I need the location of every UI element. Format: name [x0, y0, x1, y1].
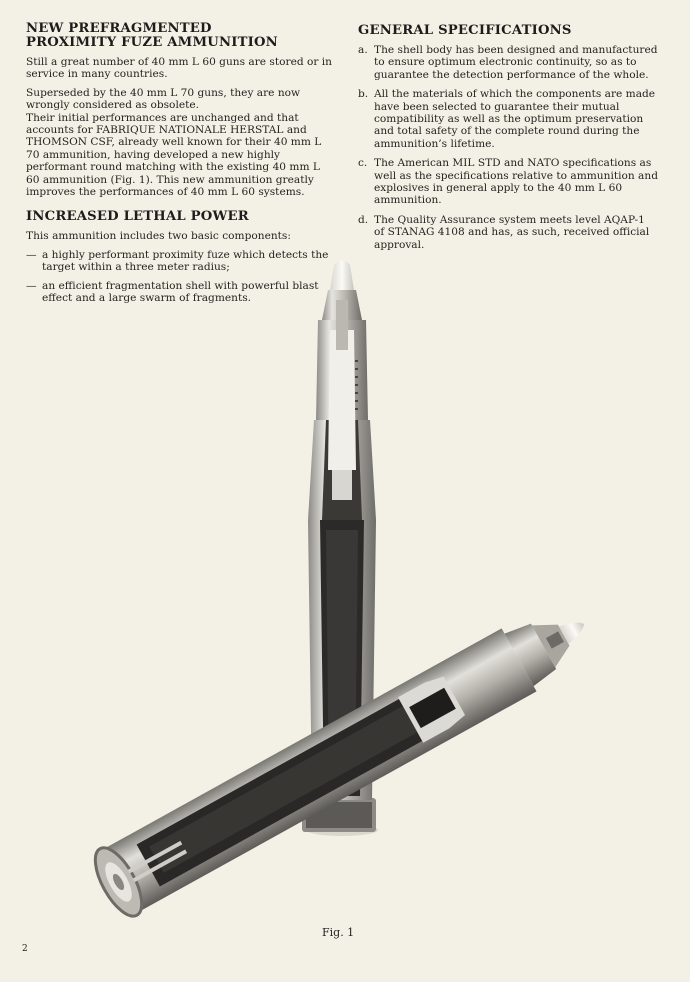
article-title-line1: NEW PREFRAGMENTED: [26, 21, 212, 36]
section-intro: This ammunition includes two basic components:: [26, 230, 291, 243]
dash-marker: —: [26, 248, 37, 261]
letter-marker: d.: [358, 213, 369, 226]
list-item-text: All the materials of which the components are made have been selected to guarantee their mutual compatibility as well as the optimum preservation and total safety of the complete round during the ammunition’s lifetime.: [374, 88, 656, 150]
list-item-text: an efficient fragmentation shell with powerful blast effect and a large swarm of fragments.: [42, 279, 319, 305]
paragraph-1: Still a great number of 40 mm L 60 guns are stored or in service in many countries.: [26, 56, 333, 81]
list-item-text: The Quality Assurance system meets level AQAP-1 of STANAG 4108 and has, as such, received official approval.: [374, 213, 650, 251]
page-number: 2: [22, 944, 28, 954]
paragraph-2: Superseded by the 40 mm L 70 guns, they are now wrongly considered as obsolete.: [26, 86, 301, 112]
section-heading-lethal-power: INCREASED LETHAL POWER: [26, 209, 249, 225]
section-heading-specifications: GENERAL SPECIFICATIONS: [358, 23, 572, 38]
article-title-line2: PROXIMITY FUZE AMMUNITION: [26, 35, 278, 50]
figure-caption: Fig. 1: [322, 926, 355, 939]
paragraph-3: Their initial performances are unchanged and that accounts for FABRIQUE NATIONALE HERSTAL and THOMSON CSF, already well known for their 40 mm L 70 ammunition, having developed a new highly performant round matching with the existing 40 mm L 60 ammunition (Fig. 1). This new ammunition greatly improves the performances of 40 mm L 60 systems.: [26, 111, 322, 199]
list-item-text: a highly performant proximity fuze which detects the target within a three meter radius;: [42, 248, 329, 274]
letter-marker: a.: [358, 44, 368, 56]
dash-marker: —: [26, 279, 37, 292]
list-item-text: The American MIL STD and NATO specifications as well as the specifications relative to ammunition and explosives in general apply to the 40 mm L 60 ammunition.: [374, 157, 658, 207]
list-item-text: The shell body has been designed and manufactured to ensure optimum electronic continuity, so as to guarantee the detection performance of the whole.: [374, 44, 658, 81]
letter-marker: c.: [358, 157, 368, 170]
letter-marker: b.: [358, 88, 369, 101]
